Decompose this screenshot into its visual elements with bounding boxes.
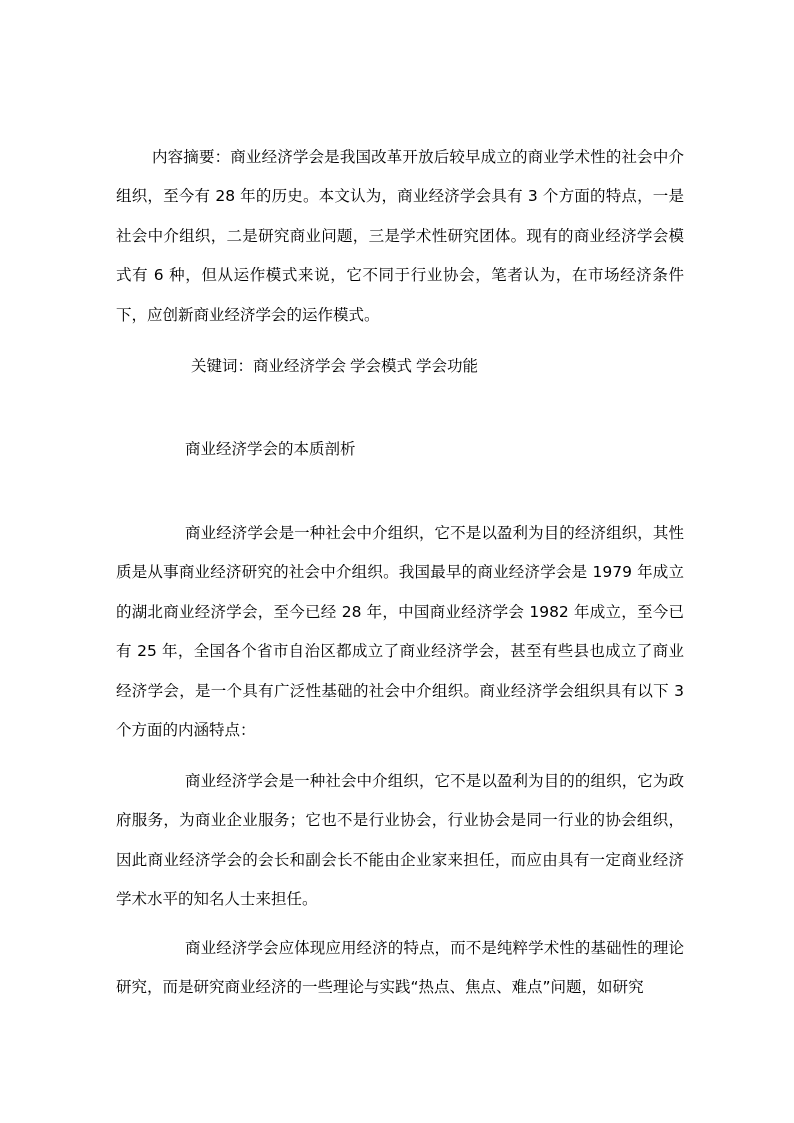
body-paragraph: 商业经济学会应体现应用经济的特点，而不是纯粹学术性的基础性的理论研究，而是研究商业经济的一些理论与实践“热点、焦点、难点”问题，如研究 bbox=[116, 939, 684, 997]
keywords-line bbox=[191, 347, 671, 386]
keywords-label: 关键词： bbox=[191, 357, 254, 375]
section-title: 商业经济学会的本质剖析 bbox=[185, 440, 356, 458]
abstract-label: 内容摘要： bbox=[152, 148, 231, 166]
body-paragraph: 商业经济学会是一种社会中介组织，它不是以盈利为目的经济组织，其性质是从事商业经济研究的社会中介组织。我国最早的商业经济学会是 1979 年成立的湖北商业经济学会，至今已经 28 年，中国商业经济学会 1982 年成立，至今已有 25 年，全国各个省市自治区都成立了商业经济学会，甚至有些县也成立了商业经济学会，是一个具有广泛性基础的社会中介组织。商业经济学会组织具有以下 3 个方面的内涵特点： bbox=[116, 524, 684, 740]
keyword-item: 商业经济学会 bbox=[253, 357, 347, 375]
keyword-item: 学会功能 bbox=[416, 357, 479, 375]
abstract-text: 商业经济学会是我国改革开放后较早成立的商业学术性的社会中介组织，至今有 28 年的历史。本文认为，商业经济学会具有 3 个方面的特点，一是社会中介组织，二是研究商业问题，三是学术性研究团体。现有的商业经济学会模式有 6 种，但从运作模式来说，它不同于行业协会，笔者认为，在市场经济条件下，应创新商业经济学会的运作模式。 bbox=[116, 148, 684, 324]
keyword-item: 学会模式 bbox=[350, 357, 413, 375]
body-paragraph: 商业经济学会是一种社会中介组织，它不是以盈利为目的的组织，它为政府服务，为商业企业服务；它也不是行业协会，行业协会是同一行业的协会组织，因此商业经济学会的会长和副会长不能由企业家来担任，而应由具有一定商业经济学术水平的知名人士来担任。 bbox=[116, 772, 684, 909]
abstract-paragraph bbox=[116, 138, 684, 335]
